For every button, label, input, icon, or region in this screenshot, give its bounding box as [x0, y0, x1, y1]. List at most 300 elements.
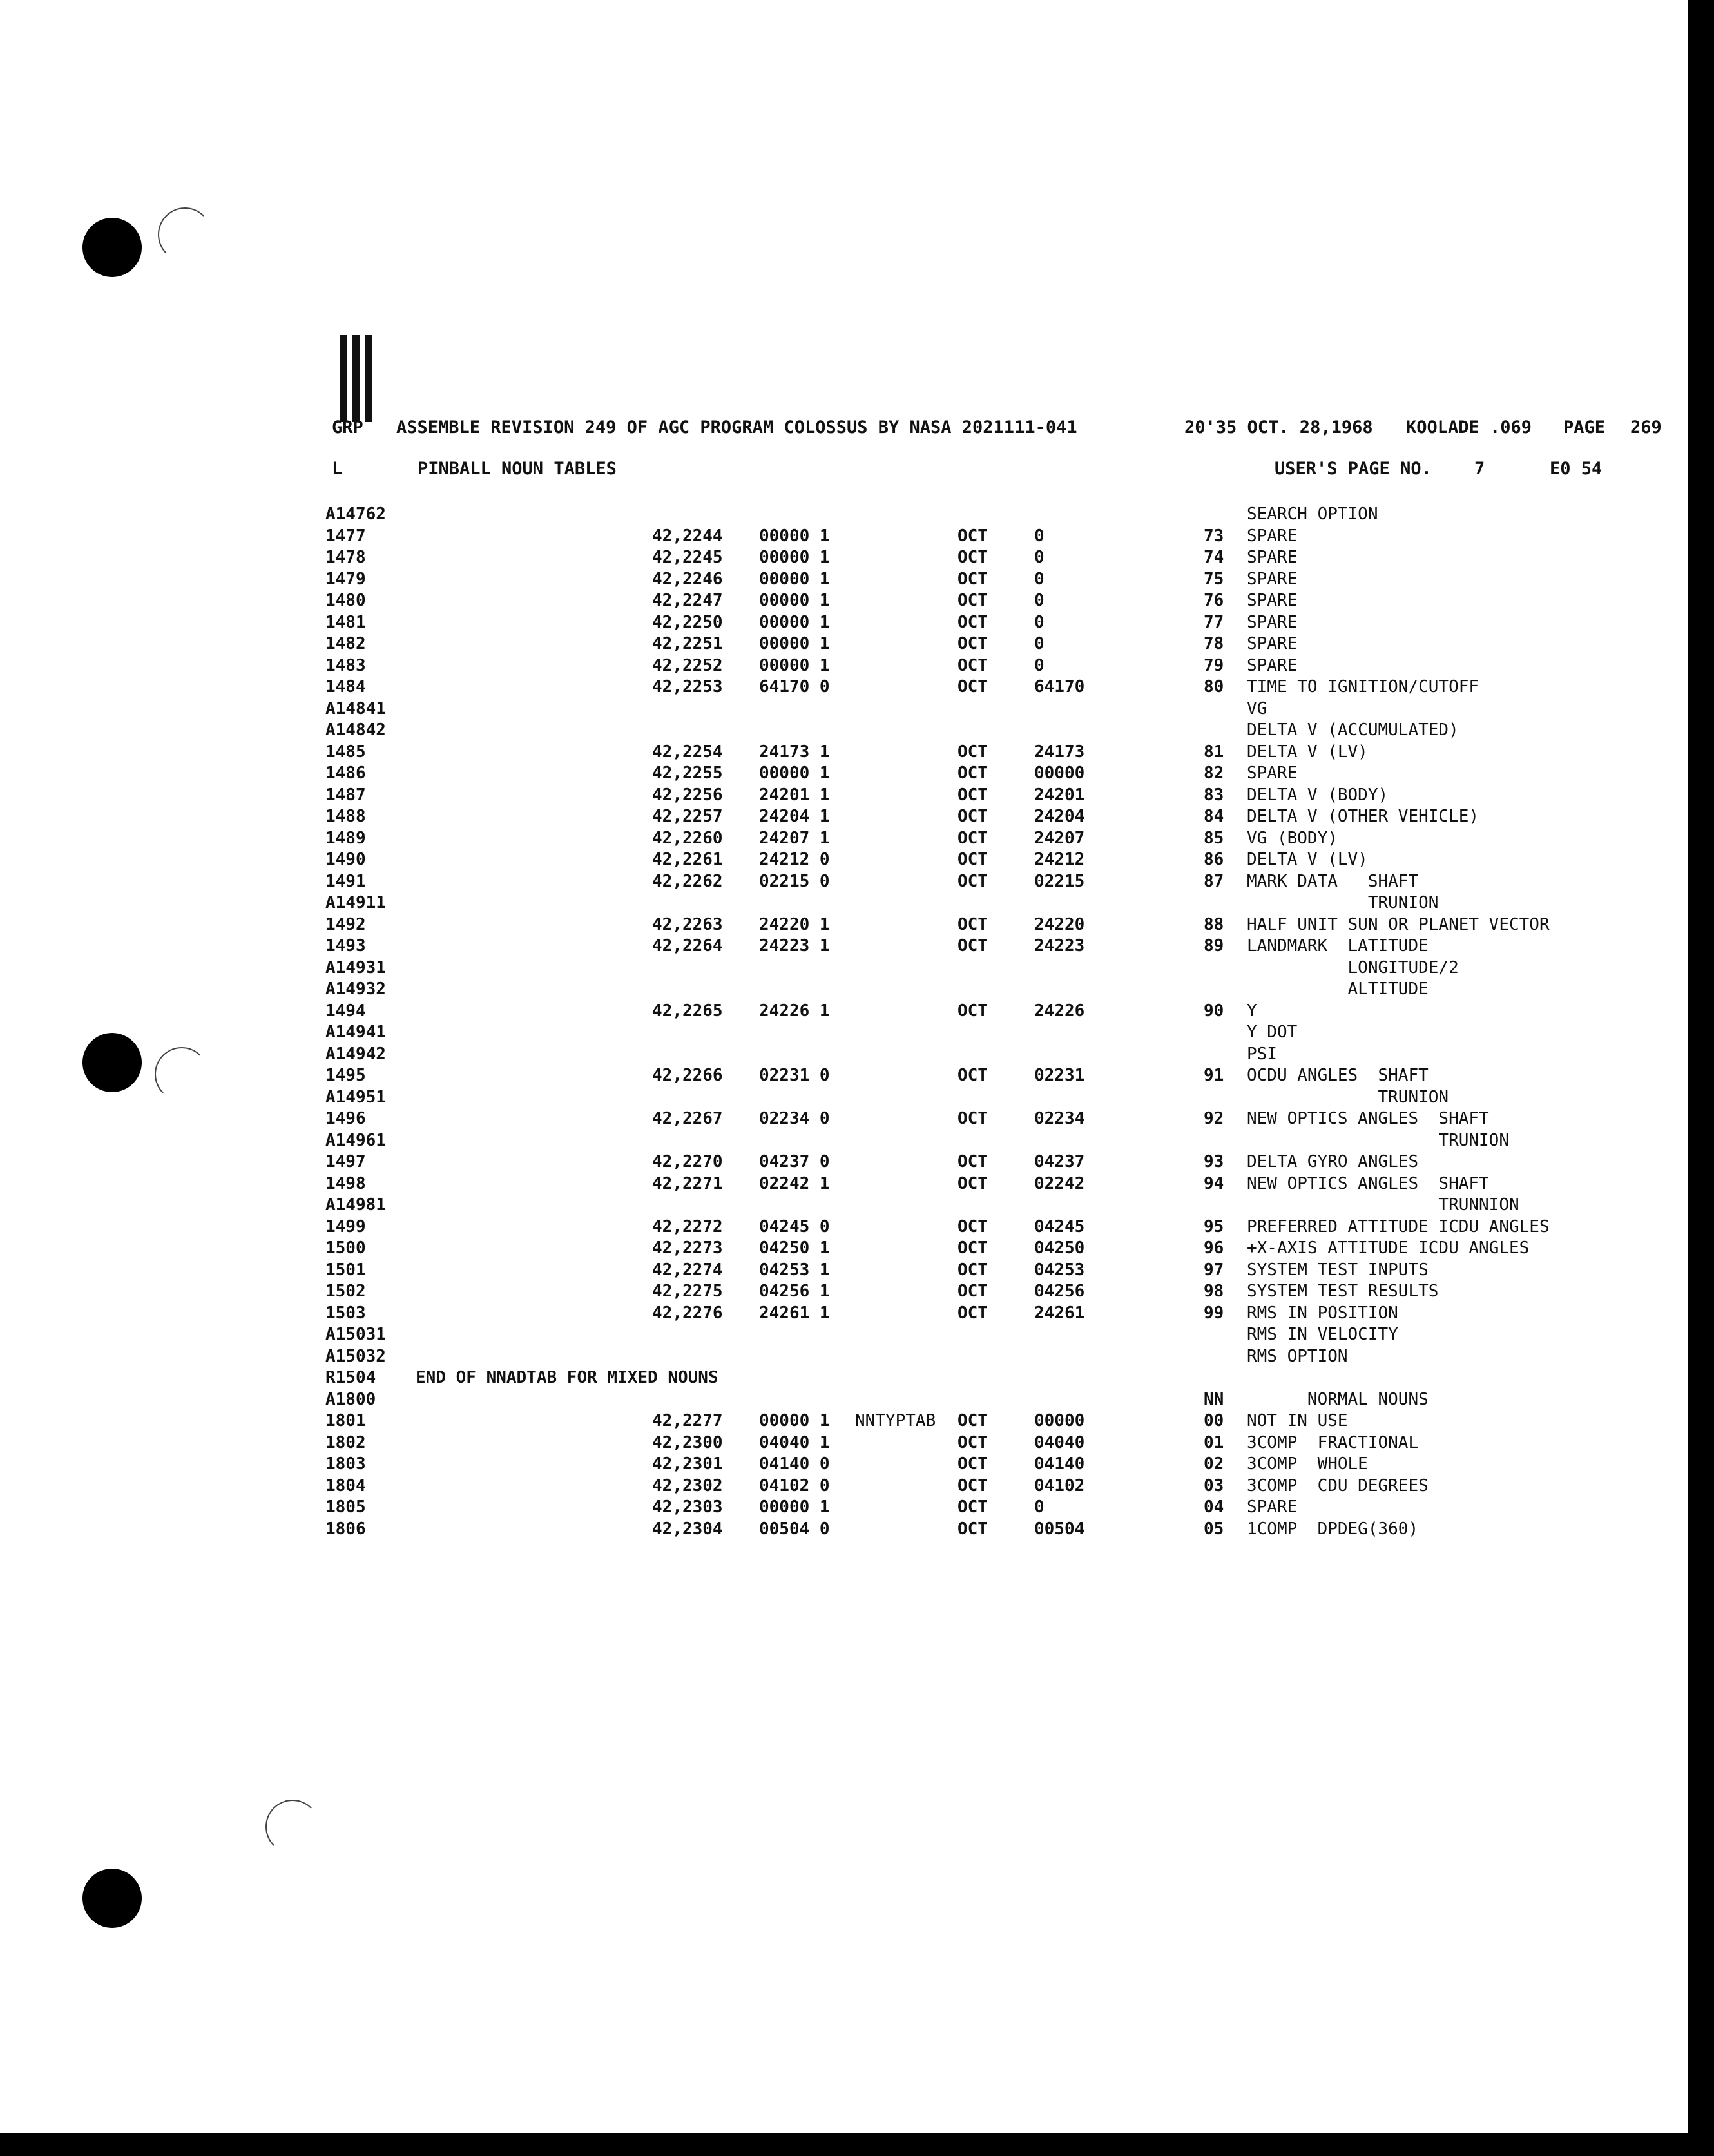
comment: SPARE [1247, 569, 1298, 589]
noun-number: 77 [1204, 612, 1224, 632]
seq-number: 1802 [325, 1432, 366, 1452]
header-page-number: 269 [1630, 418, 1662, 438]
noun-number: 82 [1204, 764, 1224, 783]
header-page-label: PAGE [1563, 418, 1606, 438]
scan-border-bottom [0, 2133, 1714, 2156]
comment: LONGITUDE/2 [1247, 958, 1459, 977]
noun-table-listing [0, 504, 1675, 1540]
address: 42,2254 [652, 742, 723, 762]
octal-word: 02231 0 [759, 1066, 830, 1085]
comment: SYSTEM TEST RESULTS [1247, 1282, 1439, 1301]
opcode: OCT [958, 914, 988, 934]
noun-number: NN [1204, 1389, 1224, 1409]
listing-row [0, 720, 1675, 742]
listing-row [0, 590, 1675, 612]
header-timestamp: 20'35 OCT. 28,1968 [1184, 418, 1373, 438]
comment: DELTA V (LV) [1247, 850, 1368, 869]
seq-number: A14911 [325, 893, 386, 912]
eo-marker: E0 54 [1550, 459, 1603, 479]
seq-number: 1485 [325, 742, 366, 762]
seq-number: A14951 [325, 1087, 386, 1107]
noun-number: 90 [1204, 1001, 1224, 1021]
user-page-label: USER'S PAGE NO. [1275, 459, 1432, 479]
seq-number: 1479 [325, 569, 366, 589]
comment: SPARE [1247, 612, 1298, 632]
operand: 0 [1034, 526, 1045, 546]
opcode: OCT [958, 591, 988, 610]
address: 42,2255 [652, 764, 723, 783]
seq-number: A14931 [325, 958, 386, 977]
address: 42,2300 [652, 1432, 723, 1452]
listing-row [0, 1195, 1675, 1217]
seq-number: 1489 [325, 828, 366, 848]
comment: SYSTEM TEST INPUTS [1247, 1260, 1429, 1280]
noun-number: 89 [1204, 936, 1224, 956]
opcode: OCT [958, 936, 988, 956]
user-page-number: 7 [1474, 459, 1485, 479]
comment: SPARE [1247, 526, 1298, 546]
operand: 04140 [1034, 1454, 1085, 1474]
octal-word: 00000 1 [759, 569, 830, 589]
seq-number: 1491 [325, 871, 366, 891]
address: 42,2277 [652, 1411, 723, 1430]
punch-hole-bottom [82, 1869, 142, 1928]
octal-word: 24204 1 [759, 807, 830, 826]
listing-row [0, 1476, 1675, 1497]
comment: NOT IN USE [1247, 1411, 1348, 1430]
address: 42,2251 [652, 634, 723, 653]
label: NNTYPTAB [855, 1411, 936, 1430]
operand: 0 [1034, 655, 1045, 675]
operand: 24207 [1034, 828, 1085, 848]
comment: TIME TO IGNITION/CUTOFF [1247, 677, 1479, 697]
noun-number: 92 [1204, 1109, 1224, 1128]
comment: VG (BODY) [1247, 828, 1338, 848]
opcode: OCT [958, 1454, 988, 1474]
noun-number: 83 [1204, 785, 1224, 805]
comment: DELTA V (BODY) [1247, 785, 1389, 805]
header-title: ASSEMBLE REVISION 249 OF AGC PROGRAM COLOSSUS BY NASA 2021111-041 [396, 418, 1077, 438]
address: 42,2272 [652, 1217, 723, 1237]
seq-number: 1493 [325, 936, 366, 956]
operand: 64170 [1034, 677, 1085, 697]
operand: 24223 [1034, 936, 1085, 956]
listing-row [0, 1022, 1675, 1044]
listing-row [0, 1346, 1675, 1368]
listing-row [0, 1065, 1675, 1087]
listing-row [0, 1151, 1675, 1173]
opcode: OCT [958, 1303, 988, 1323]
comment: 3COMP WHOLE [1247, 1454, 1368, 1474]
seq-number: 1806 [325, 1519, 366, 1539]
operand: 04245 [1034, 1217, 1085, 1237]
operand: 0 [1034, 591, 1045, 610]
address: 42,2250 [652, 612, 723, 632]
noun-number: 88 [1204, 914, 1224, 934]
seq-number: A14842 [325, 720, 386, 740]
seq-number: 1492 [325, 914, 366, 934]
noun-number: 75 [1204, 569, 1224, 589]
opcode: OCT [958, 1238, 988, 1258]
seq-number: A1800 [325, 1389, 376, 1409]
octal-word: 02234 0 [759, 1109, 830, 1128]
listing-row [0, 979, 1675, 1001]
listing-row [0, 1367, 1675, 1389]
opcode: OCT [958, 1411, 988, 1430]
seq-number: 1501 [325, 1260, 366, 1280]
address: 42,2252 [652, 655, 723, 675]
comment: 3COMP FRACTIONAL [1247, 1432, 1419, 1452]
punch-hole-ghost-top [158, 207, 212, 262]
noun-number: 02 [1204, 1454, 1224, 1474]
header-mark: GRP [332, 418, 363, 438]
operand: 02242 [1034, 1173, 1085, 1193]
opcode: OCT [958, 1001, 988, 1021]
operand: 0 [1034, 634, 1045, 653]
listing-row [0, 763, 1675, 785]
listing-row [0, 849, 1675, 871]
address: 42,2246 [652, 569, 723, 589]
seq-number: 1477 [325, 526, 366, 546]
noun-number: 98 [1204, 1282, 1224, 1301]
address: 42,2261 [652, 850, 723, 869]
octal-word: 24226 1 [759, 1001, 830, 1021]
octal-word: 04140 0 [759, 1454, 830, 1474]
listing-row [0, 655, 1675, 677]
seq-number: A15032 [325, 1346, 386, 1366]
octal-word: 24223 1 [759, 936, 830, 956]
comment: DELTA GYRO ANGLES [1247, 1152, 1419, 1171]
seq-number: R1504 [325, 1368, 376, 1387]
section-title: PINBALL NOUN TABLES [418, 459, 617, 479]
opcode: OCT [958, 677, 988, 697]
seq-number: A14941 [325, 1023, 386, 1042]
octal-word: 00000 1 [759, 655, 830, 675]
address: 42,2262 [652, 871, 723, 891]
noun-number: 99 [1204, 1303, 1224, 1323]
operand: 04040 [1034, 1432, 1085, 1452]
operand: 24220 [1034, 914, 1085, 934]
seq-number: A14981 [325, 1195, 386, 1215]
noun-number: 78 [1204, 634, 1224, 653]
noun-number: 97 [1204, 1260, 1224, 1280]
opcode: OCT [958, 1109, 988, 1128]
seq-number: 1503 [325, 1303, 366, 1323]
seq-number: 1497 [325, 1152, 366, 1171]
octal-word: 00000 1 [759, 591, 830, 610]
address: 42,2264 [652, 936, 723, 956]
listing-row [0, 1238, 1675, 1260]
noun-number: 03 [1204, 1476, 1224, 1496]
col-flag: L [332, 459, 343, 479]
seq-number: A14942 [325, 1044, 386, 1064]
seq-number: 1478 [325, 548, 366, 567]
operand: 04256 [1034, 1282, 1085, 1301]
opcode: OCT [958, 1497, 988, 1517]
comment: SPARE [1247, 591, 1298, 610]
opcode: OCT [958, 850, 988, 869]
comment: TRUNION [1247, 893, 1439, 912]
operand: 04237 [1034, 1152, 1085, 1171]
listing-row [0, 785, 1675, 807]
noun-number: 95 [1204, 1217, 1224, 1237]
octal-word: 00000 1 [759, 548, 830, 567]
comment: SPARE [1247, 548, 1298, 567]
noun-number: 86 [1204, 850, 1224, 869]
address: 42,2253 [652, 677, 723, 697]
listing-row [0, 526, 1675, 548]
listing-row [0, 1497, 1675, 1519]
address: 42,2266 [652, 1066, 723, 1085]
address: 42,2247 [652, 591, 723, 610]
octal-word: 00000 1 [759, 1497, 830, 1517]
seq-number: 1484 [325, 677, 366, 697]
opcode: OCT [958, 742, 988, 762]
octal-word: 64170 0 [759, 677, 830, 697]
noun-number: 93 [1204, 1152, 1224, 1171]
listing-row [0, 1108, 1675, 1130]
address: 42,2271 [652, 1173, 723, 1193]
listing-row [0, 892, 1675, 914]
comment: LANDMARK LATITUDE [1247, 936, 1429, 956]
header-job: KOOLADE .069 [1406, 418, 1532, 438]
comment: DELTA V (ACCUMULATED) [1247, 720, 1459, 740]
seq-number: 1499 [325, 1217, 366, 1237]
listing-row [0, 1087, 1675, 1109]
listing-row [0, 871, 1675, 893]
noun-number: 96 [1204, 1238, 1224, 1258]
comment: Y [1247, 1001, 1257, 1021]
address: 42,2257 [652, 807, 723, 826]
octal-word: 00000 1 [759, 1411, 830, 1430]
listing-row [0, 1454, 1675, 1476]
punch-hole-top [82, 218, 142, 277]
noun-number: 84 [1204, 807, 1224, 826]
comment: RMS IN VELOCITY [1247, 1325, 1398, 1344]
address: 42,2263 [652, 914, 723, 934]
address: 42,2267 [652, 1109, 723, 1128]
listing-row [0, 1519, 1675, 1541]
seq-number: A14932 [325, 979, 386, 999]
noun-number: 91 [1204, 1066, 1224, 1085]
listing-row [0, 958, 1675, 979]
address: 42,2276 [652, 1303, 723, 1323]
listing-row [0, 677, 1675, 698]
octal-word: 00000 1 [759, 526, 830, 546]
comment: 3COMP CDU DEGREES [1247, 1476, 1429, 1496]
seq-number: A15031 [325, 1325, 386, 1344]
listing-row [0, 612, 1675, 634]
comment: PSI [1247, 1044, 1277, 1064]
seq-number: A14762 [325, 505, 386, 524]
octal-word: 04245 0 [759, 1217, 830, 1237]
octal-word: 24201 1 [759, 785, 830, 805]
noun-number: 94 [1204, 1173, 1224, 1193]
octal-word: 00504 0 [759, 1519, 830, 1539]
opcode: OCT [958, 548, 988, 567]
comment: OCDU ANGLES SHAFT [1247, 1066, 1429, 1085]
listing-row [0, 547, 1675, 569]
comment: SEARCH OPTION [1247, 505, 1378, 524]
seq-number: 1801 [325, 1411, 366, 1430]
octal-word: 04256 1 [759, 1282, 830, 1301]
opcode: OCT [958, 828, 988, 848]
seq-number: 1495 [325, 1066, 366, 1085]
operand: 00000 [1034, 764, 1085, 783]
seq-number: 1500 [325, 1238, 366, 1258]
listing-row [0, 1001, 1675, 1023]
operand: 0 [1034, 548, 1045, 567]
listing-row [0, 742, 1675, 764]
opcode: OCT [958, 1217, 988, 1237]
octal-word: 24173 1 [759, 742, 830, 762]
comment: 1COMP DPDEG(360) [1247, 1519, 1419, 1539]
comment: TRUNION [1247, 1087, 1449, 1107]
operand: 04250 [1034, 1238, 1085, 1258]
opcode: OCT [958, 655, 988, 675]
noun-number: 79 [1204, 655, 1224, 675]
address: 42,2270 [652, 1152, 723, 1171]
listing-row [0, 1410, 1675, 1432]
comment: DELTA V (LV) [1247, 742, 1368, 762]
listing-row [0, 1389, 1675, 1411]
address: 42,2244 [652, 526, 723, 546]
listing-row [0, 806, 1675, 828]
seq-number: 1498 [325, 1173, 366, 1193]
comment: TRUNNION [1247, 1195, 1519, 1215]
opcode: OCT [958, 807, 988, 826]
seq-number: 1480 [325, 591, 366, 610]
listing-row [0, 1173, 1675, 1195]
comment: NORMAL NOUNS [1247, 1389, 1429, 1409]
operand: 02234 [1034, 1109, 1085, 1128]
noun-number: 00 [1204, 1411, 1224, 1430]
listing-row [0, 698, 1675, 720]
opcode: OCT [958, 871, 988, 891]
comment: +X-AXIS ATTITUDE ICDU ANGLES [1247, 1238, 1530, 1258]
operand: 00504 [1034, 1519, 1085, 1539]
octal-word: 04237 0 [759, 1152, 830, 1171]
octal-word: 24212 0 [759, 850, 830, 869]
octal-word: 00000 1 [759, 764, 830, 783]
opcode: OCT [958, 1519, 988, 1539]
comment: NEW OPTICS ANGLES SHAFT [1247, 1173, 1489, 1193]
seq-number: 1482 [325, 634, 366, 653]
opcode: OCT [958, 1173, 988, 1193]
operand: 00000 [1034, 1411, 1085, 1430]
octal-word: 00000 1 [759, 634, 830, 653]
seq-number: 1490 [325, 850, 366, 869]
noun-number: 81 [1204, 742, 1224, 762]
octal-word: 24261 1 [759, 1303, 830, 1323]
operand: 24226 [1034, 1001, 1085, 1021]
seq-number: 1481 [325, 612, 366, 632]
listing-row [0, 1432, 1675, 1454]
address: 42,2301 [652, 1454, 723, 1474]
address: 42,2265 [652, 1001, 723, 1021]
comment: HALF UNIT SUN OR PLANET VECTOR [1247, 914, 1550, 934]
seq-number: 1804 [325, 1476, 366, 1496]
comment: MARK DATA SHAFT [1247, 871, 1419, 891]
operand: 04102 [1034, 1476, 1085, 1496]
operand: 24261 [1034, 1303, 1085, 1323]
operand: 0 [1034, 569, 1045, 589]
seq-number: 1494 [325, 1001, 366, 1021]
operand: 02231 [1034, 1066, 1085, 1085]
noun-number: 05 [1204, 1519, 1224, 1539]
seq-number: A14961 [325, 1130, 386, 1150]
comment: TRUNION [1247, 1130, 1509, 1150]
address: 42,2245 [652, 548, 723, 567]
seq-number: 1502 [325, 1282, 366, 1301]
opcode: OCT [958, 612, 988, 632]
listing-bar-mark [340, 335, 372, 422]
comment: SPARE [1247, 655, 1298, 675]
address: 42,2275 [652, 1282, 723, 1301]
seq-number: 1487 [325, 785, 366, 805]
noun-number: 80 [1204, 677, 1224, 697]
comment: RMS OPTION [1247, 1346, 1348, 1366]
comment: ALTITUDE [1247, 979, 1429, 999]
operand: 02215 [1034, 871, 1085, 891]
listing-row [0, 914, 1675, 936]
opcode: OCT [958, 1066, 988, 1085]
punch-hole-ghost-bottom [265, 1800, 320, 1854]
comment: SPARE [1247, 1497, 1298, 1517]
seq-number: 1486 [325, 764, 366, 783]
comment: SPARE [1247, 634, 1298, 653]
octal-word: 04250 1 [759, 1238, 830, 1258]
address: 42,2260 [652, 828, 723, 848]
opcode: OCT [958, 1432, 988, 1452]
octal-word: 02215 0 [759, 871, 830, 891]
octal-word: 00000 1 [759, 612, 830, 632]
octal-word: 24207 1 [759, 828, 830, 848]
listing-row [0, 633, 1675, 655]
seq-number: 1803 [325, 1454, 366, 1474]
listing-row [0, 1130, 1675, 1152]
operand: 24173 [1034, 742, 1085, 762]
octal-word: 24220 1 [759, 914, 830, 934]
seq-number: 1496 [325, 1109, 366, 1128]
listing-row [0, 569, 1675, 591]
listing-row [0, 1324, 1675, 1346]
address: 42,2274 [652, 1260, 723, 1280]
opcode: OCT [958, 1152, 988, 1171]
operand: 04253 [1034, 1260, 1085, 1280]
noun-number: 74 [1204, 548, 1224, 567]
seq-number: A14841 [325, 698, 386, 718]
seq-number: 1805 [325, 1497, 366, 1517]
listing-row [0, 936, 1675, 958]
operand: 24212 [1034, 850, 1085, 869]
opcode: OCT [958, 1260, 988, 1280]
comment: DELTA V (OTHER VEHICLE) [1247, 807, 1479, 826]
listing-row [0, 504, 1675, 526]
comment: RMS IN POSITION [1247, 1303, 1398, 1323]
seq-number: 1483 [325, 655, 366, 675]
operand: 0 [1034, 612, 1045, 632]
opcode: OCT [958, 569, 988, 589]
noun-number: 76 [1204, 591, 1224, 610]
address: 42,2273 [652, 1238, 723, 1258]
scan-border-right [1688, 0, 1714, 2156]
listing-row [0, 1303, 1675, 1325]
remark: END OF NNADTAB FOR MIXED NOUNS [416, 1368, 718, 1387]
operand: 24201 [1034, 785, 1085, 805]
listing-row [0, 1044, 1675, 1066]
comment: NEW OPTICS ANGLES SHAFT [1247, 1109, 1489, 1128]
